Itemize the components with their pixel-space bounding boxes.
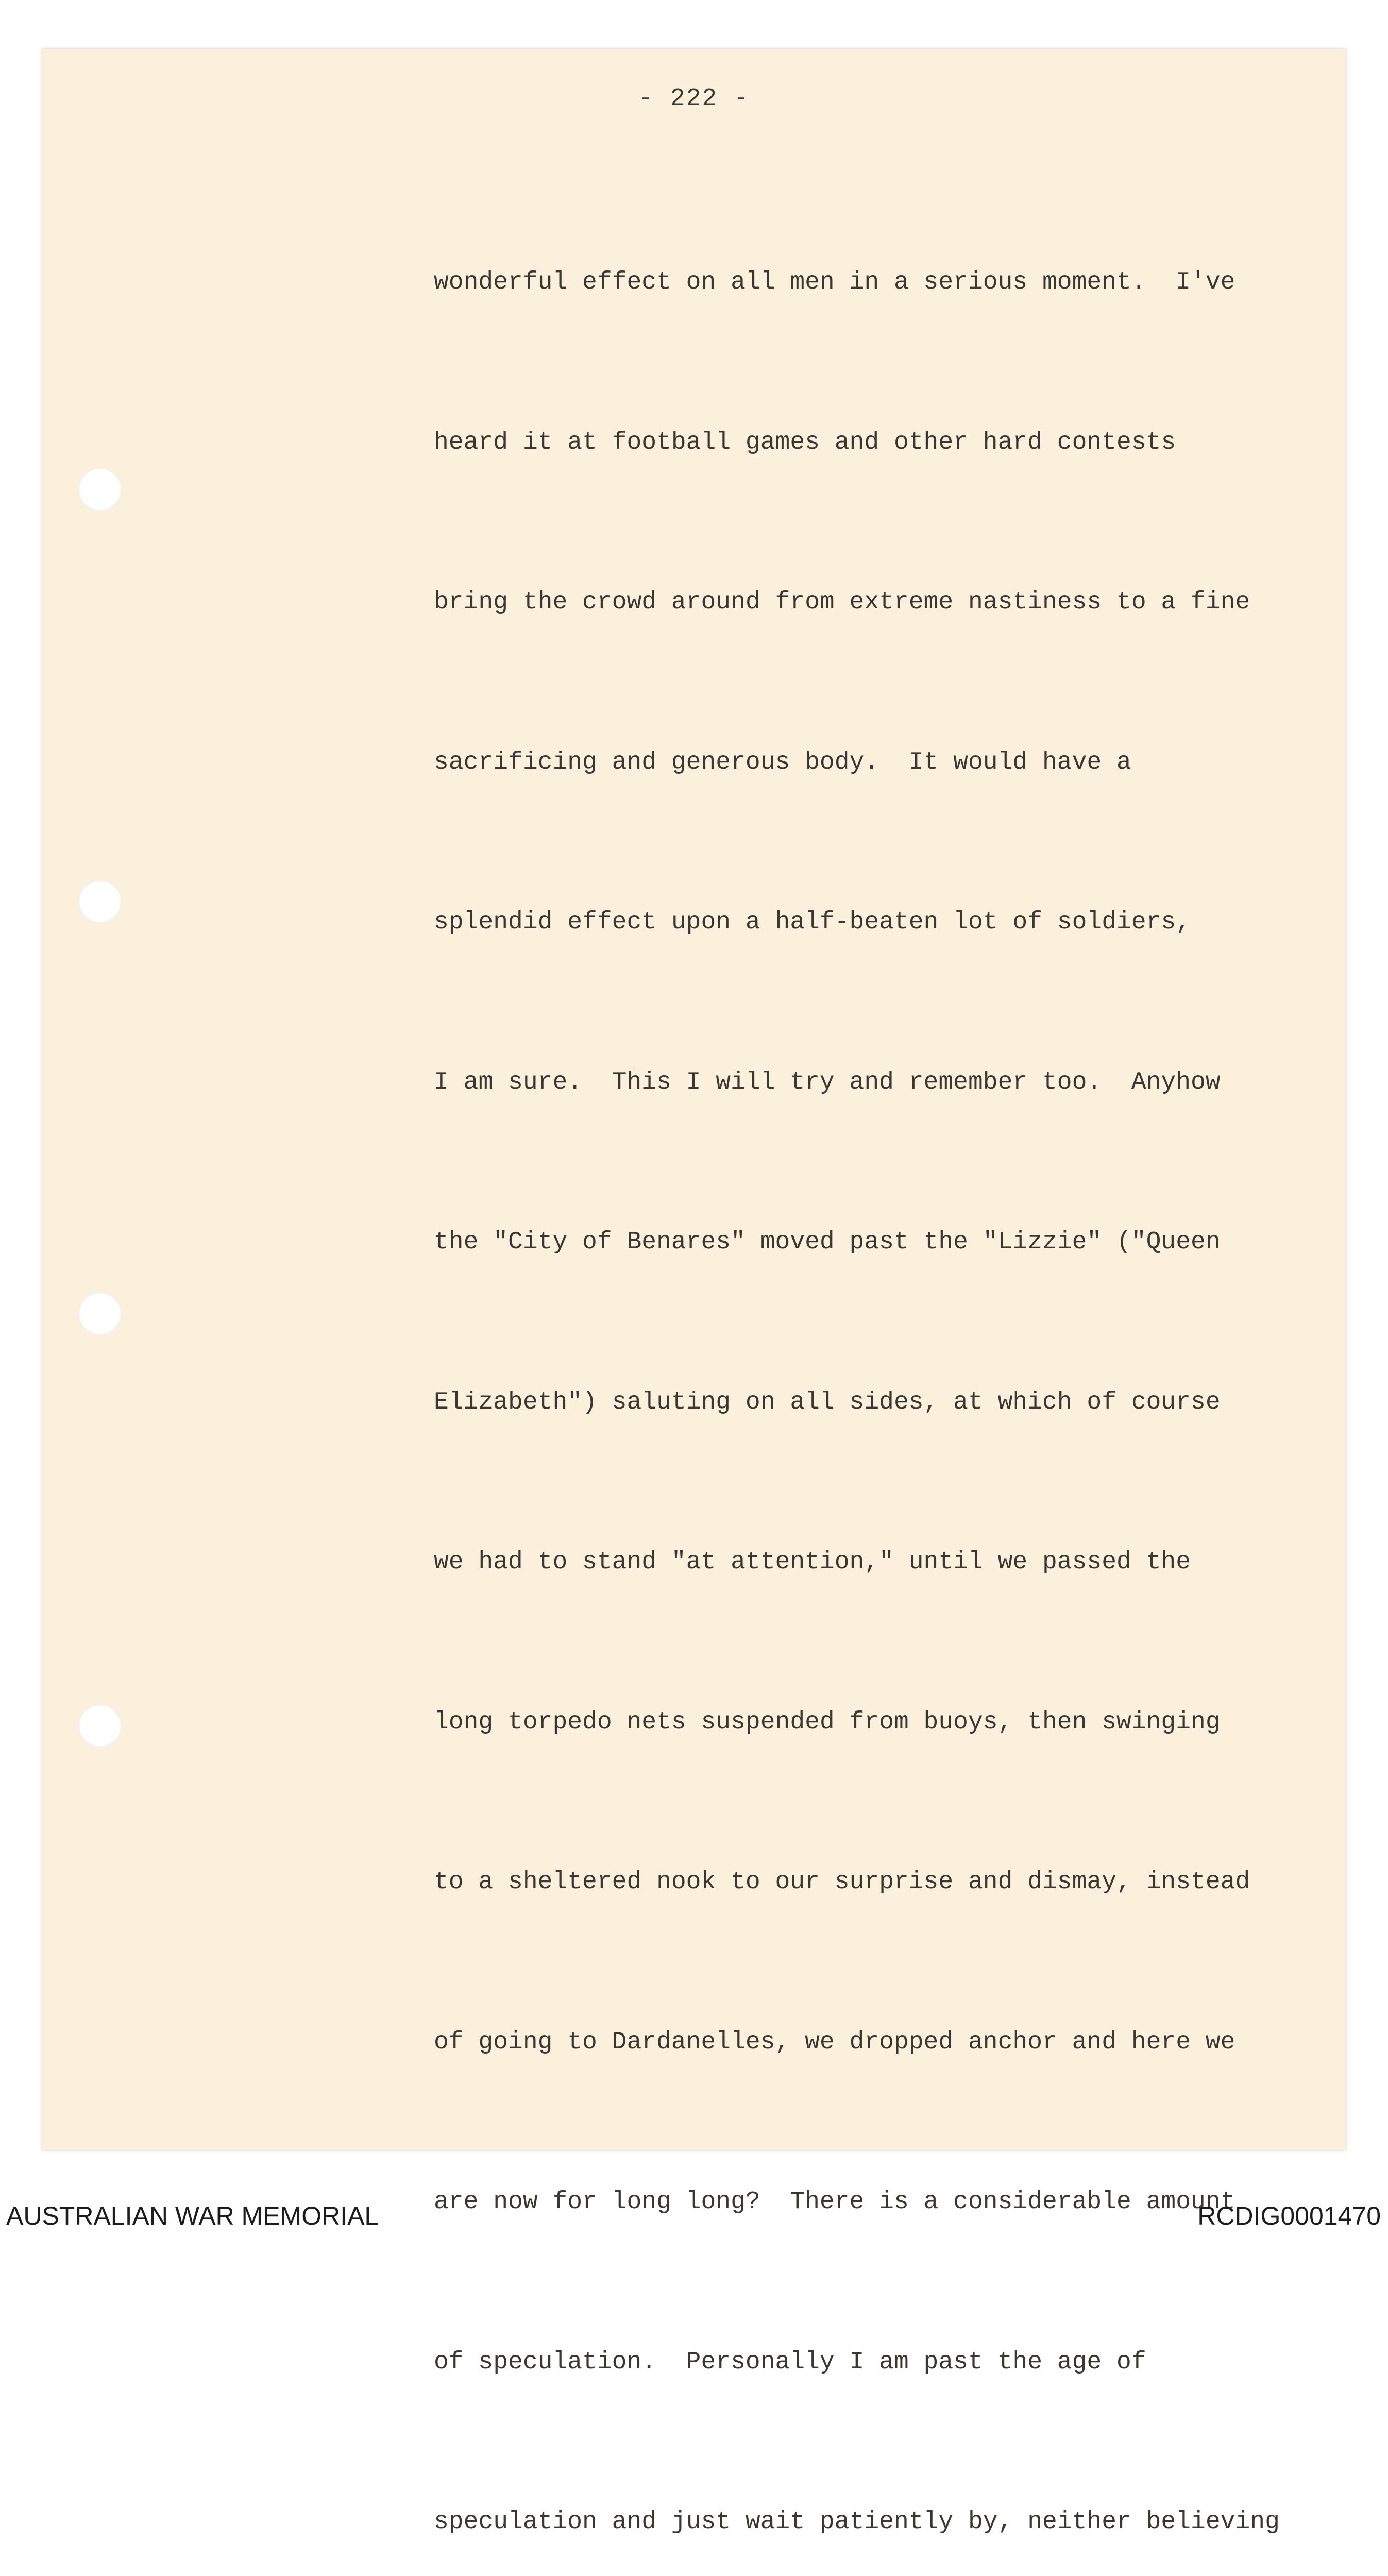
text-line: Elizabeth") saluting on all sides, at which of course: [434, 1388, 1221, 1416]
punch-hole: [78, 468, 122, 511]
footer-archive-name: AUSTRALIAN WAR MEMORIAL: [6, 2201, 379, 2230]
punch-hole: [78, 1704, 122, 1748]
text-line: of speculation. Personally I am past the age of: [434, 2348, 1146, 2376]
text-line: to a sheltered nook to our surprise and dismay, instead: [434, 1868, 1250, 1896]
text-line: bring the crowd around from extreme nastiness to a fine: [434, 588, 1250, 616]
punch-hole: [78, 880, 122, 923]
text-line: the "City of Benares" moved past the "Lizzie" ("Queen: [434, 1228, 1221, 1256]
text-line: of going to Dardanelles, we dropped anchor and here we: [434, 2028, 1235, 2056]
text-line: splendid effect upon a half-beaten lot of soldiers,: [434, 908, 1191, 936]
text-line: wonderful effect on all men in a serious moment. I've: [434, 268, 1235, 296]
text-line: long torpedo nets suspended from buoys, then swinging: [434, 1708, 1221, 1736]
text-line: heard it at football games and other hard contests: [434, 428, 1176, 456]
text-line: I am sure. This I will try and remember too. Anyhow: [434, 1068, 1221, 1096]
text-line: are now for long long? There is a considerable amount: [434, 2188, 1235, 2216]
text-line: we had to stand "at attention," until we passed the: [434, 1548, 1191, 1576]
punch-hole: [78, 1292, 122, 1335]
page-number: - 222 -: [638, 85, 750, 113]
footer-record-id: RCDIG0001470: [1197, 2201, 1381, 2230]
text-line: speculation and just wait patiently by, neither believing: [434, 2508, 1280, 2536]
text-line: sacrificing and generous body. It would have a: [434, 748, 1131, 776]
